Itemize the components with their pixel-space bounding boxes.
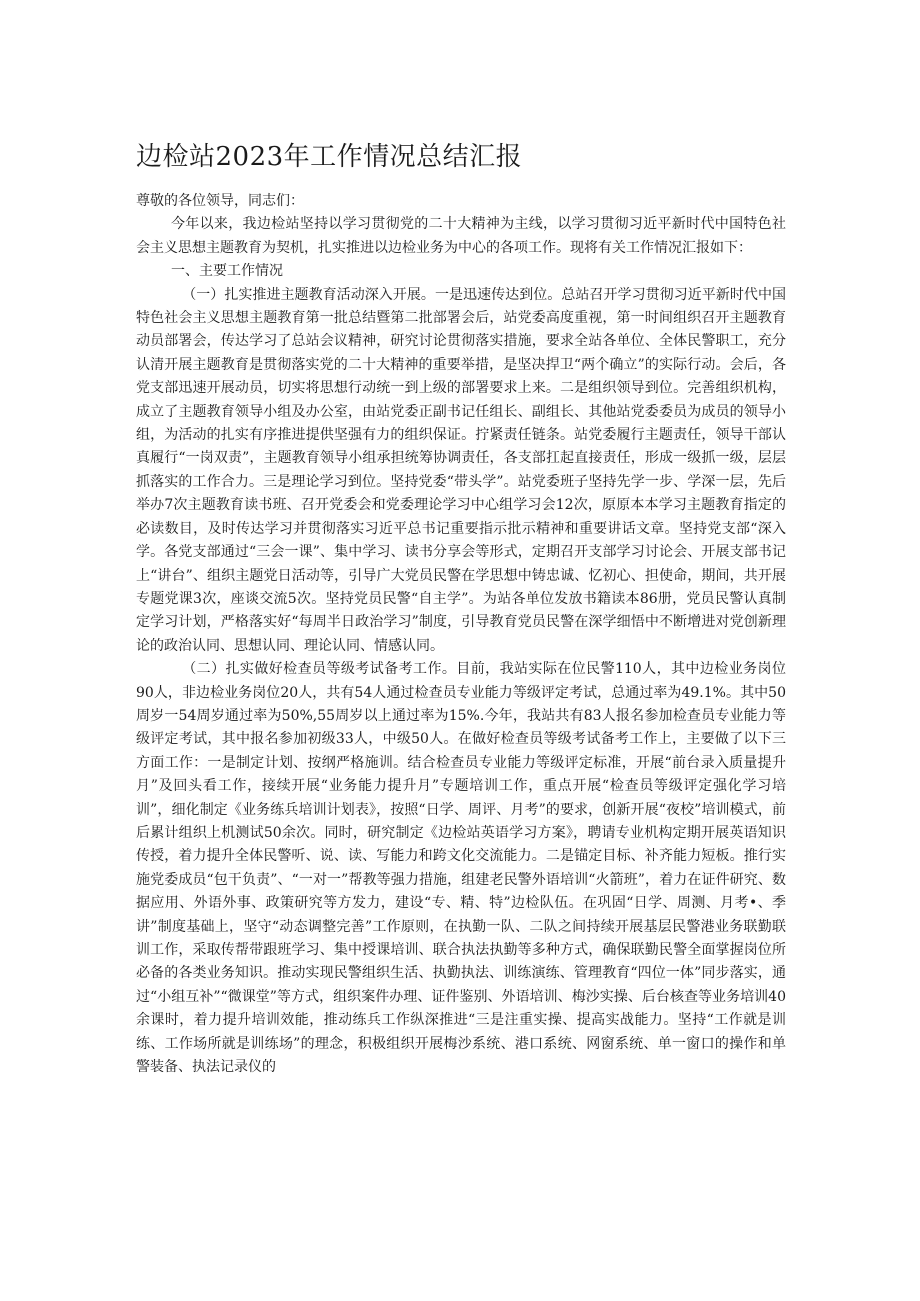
paragraph-theme-education: （一）扎实推进主题教育活动深入开展。一是迅速传达到位。总站召开学习贯彻习近平新时代中国特色社会主义思想主题教育第一批总结暨第二批部署会后，站党委高度重视，第一时间组织召开主题教育动员部署会，传达学习了总站会议精神，研究讨论贯彻落实措施，要求全站各单位、全体民警职工，充分认清开展主题教育是贯彻落实党的二十大精神的重要举措，是坚决捍卫“两个确立”的实际行动。会后，各党支部迅速开展动员，切实将思想行动统一到上级的部署要求上来。二是组织领导到位。完善组织机构，成立了主题教育领导小组及办公室，由站党委正副书记任组长、副组长、其他站党委委员为成员的领导小组，为活动的扎实有序推进提供坚强有力的组织保证。拧紧责任链条。站党委履行主题责任，领导干部认真履行“一岗双责”，主题教育领导小组承担统筹协调责任，各支部扛起直接责任，形成一级抓一级，层层抓落实的工作合力。三是理论学习到位。坚持党委“带头学”。站党委班子坚持先学一步、学深一层，先后举办7次主题教育读书班、召开党委会和党委理论学习中心组学习会12次，原原本本学习主题教育指定的必读数目，及时传达学习并贯彻落实习近平总书记重要指示批示精神和重要讲话文章。坚持党支部“深入学。各党支部通过“三会一课”、集中学习、读书分享会等形式，定期召开支部学习讨论会、开展支部书记上“讲台”、组织主题党日活动等，引导广大党员民警在学思想中铸忠诚、忆初心、担使命，期间，共开展专题党课3次，座谈交流5次。坚持党员民警“自主学”。为站各单位发放书籍读本86册，党员民警认真制定学习计划，严格落实好“每周半日政治学习”制度，引导教育党员民警在深学细悟中不断增进对党创新理论的政治认同、思想认同、理论认同、情感认同。 [136,286,786,654]
paragraph-exam-preparation: （二）扎实做好检查员等级考试备考工作。目前，我站实际在位民警110人，其中边检业务岗位90人，非边检业务岗位20人，共有54人通过检查员专业能力等级评定考试，总通过率为49.1%。其中50周岁一54周岁通过率为50%,55周岁以上通过率为15%.今年，我站共有83人报名参加检查员专业能力等级评定考试，其中报名参加初级33人，中级50人。在做好检查员等级考试备考工作上，主要做了以下三方面工作：一是制定计划、按纲严格施训。结合检查员专业能力等级评定标准，开展“前台录入质量提升月”及回头看工作，接续开展“业务能力提升月”专题培训工作，重点开展“检查员等级评定强化学习培训”，细化制定《业务练兵培训计划表》，按照“日学、周评、月考”的要求，创新开展“夜校”培训模式，前后累计组织上机测试50余次。同时，研究制定《边检站英语学习方案》，聘请专业机构定期开展英语知识传授，着力提升全体民警听、说、读、写能力和跨文化交流能力。二是锚定目标、补齐能力短板。推行实施党委成员“包干负责”、“一对一”帮教等强力措施，组建老民警外语培训“火箭班”，着力在证件研究、数据应用、外语外事、政策研究等方发力，建设“专、精、特”边检队伍。在巩固“日学、周测、月考•、季讲”制度基础上，坚守“动态调整完善”工作原则，在执勤一队、二队之间持续开展基层民警港业务联勤联训工作，采取传帮带跟班学习、集中授课培训、联合执法执勤等多种方式，确保联勤民警全面掌握岗位所必备的各类业务知识。推动实现民警组织生活、执勤执法、训练演练、管理教育“四位一体”同步落实，通过“小组互补”“微课堂”等方式，组织案件办理、证件鉴别、外语培训、梅沙实操、后台核查等业务培训40余课时，着力提升培训效能，推动练兵工作纵深推进“三是注重实操、提高实战能力。坚持“工作就是训练、工作场所就是训练场”的理念，积极组织开展梅沙系统、港口系统、网窗系统、单一窗口的操作和单警装备、执法记录仪的 [136,661,786,1076]
intro-paragraph: 今年以来，我边检站坚持以学习贯彻党的二十大精神为主线，以学习贯彻习近平新时代中国特色社会主义思想主题教育为契机，扎实推进以边检业务为中心的各项工作。现将有关工作情况汇报如下： [136,216,786,256]
section-heading: 一、主要工作情况 [171,263,283,280]
document-body [136,190,786,1079]
salutation: 尊敬的各位领导，同志们： [136,193,304,209]
document-title: 边检站2023年工作情况总结汇报 [136,142,523,172]
